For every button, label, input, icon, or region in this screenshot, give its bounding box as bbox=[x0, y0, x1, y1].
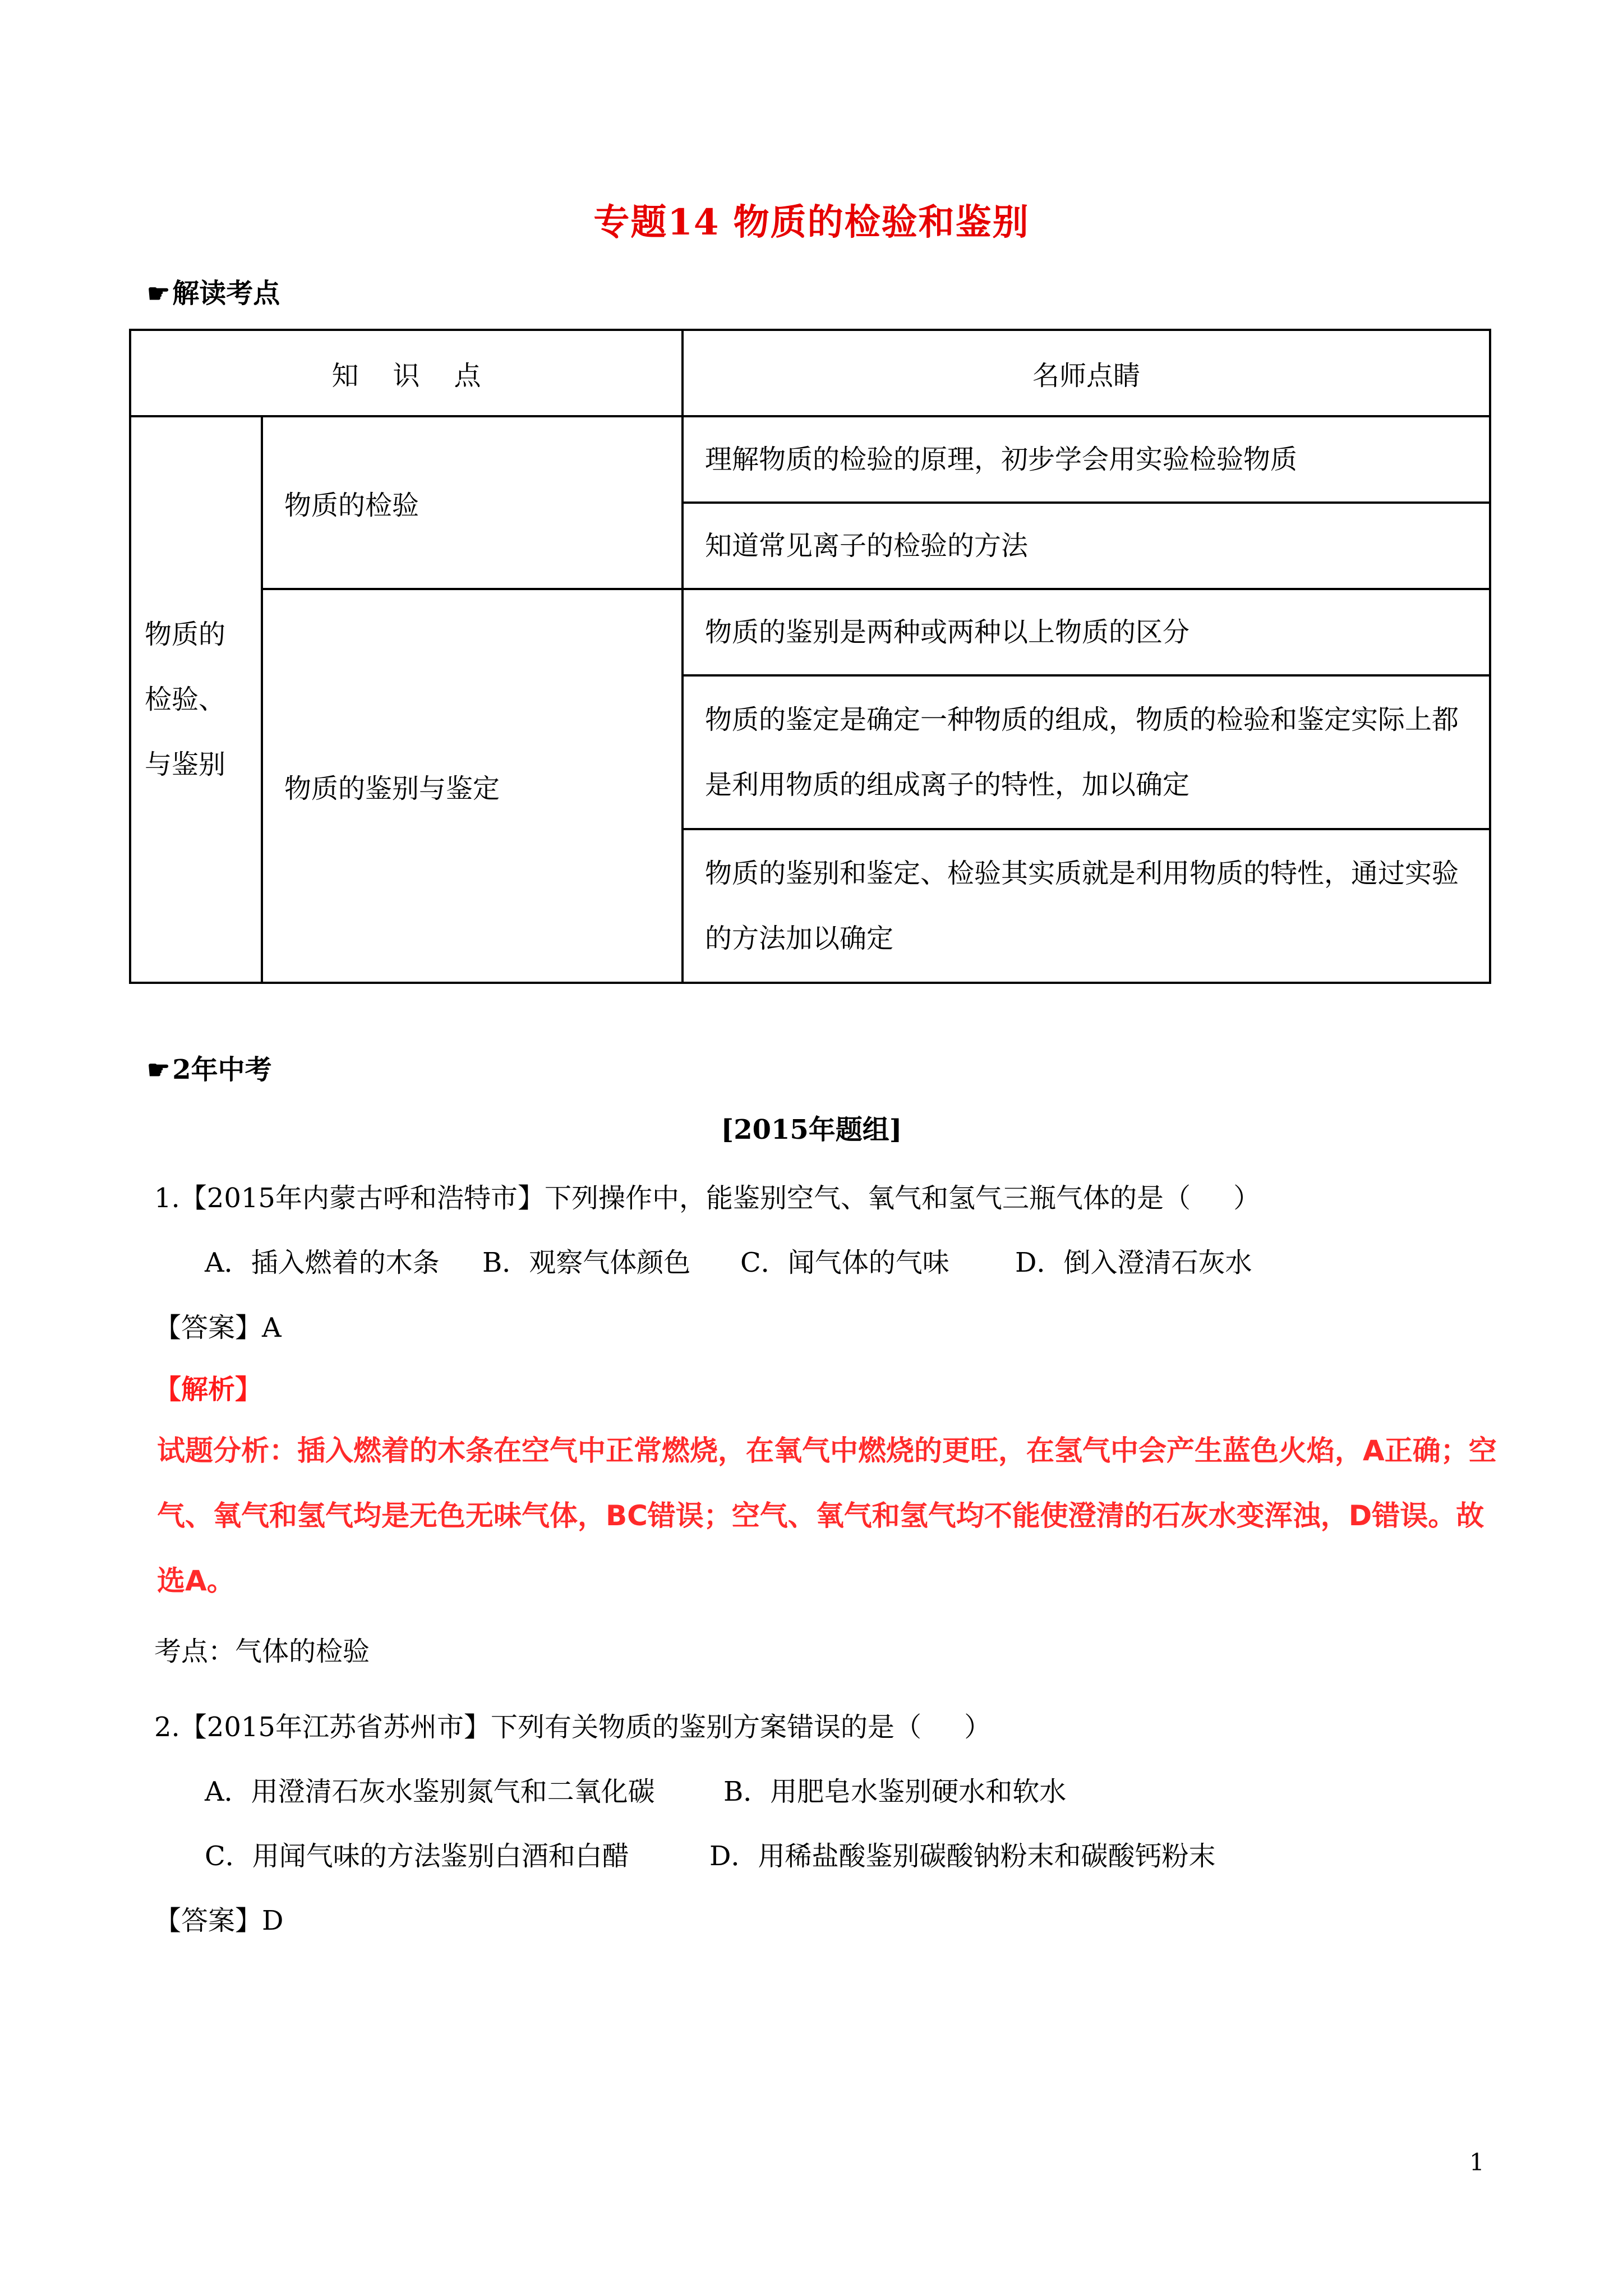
question-2-option-d: D．用稀盐酸鉴别碳酸钠粉末和碳酸钙粉末 bbox=[709, 1841, 1216, 1872]
table-note: 物质的鉴定是确定一种物质的组成，物质的检验和鉴定实际上都是利用物质的组成离子的特性，加以确定 bbox=[683, 675, 1490, 829]
section-heading-label: 解读考点 bbox=[172, 278, 280, 309]
question-2-answer: 【答案】D bbox=[154, 1905, 284, 1936]
section-heading-analysis bbox=[147, 272, 280, 310]
pointing-hand-icon: ☛ bbox=[147, 1055, 170, 1085]
category-line: 物质的 bbox=[145, 619, 226, 650]
question-1-option-a: A．插入燃着的木条 bbox=[205, 1247, 440, 1278]
section-heading-exams bbox=[147, 1048, 272, 1087]
question-2-option-b: B．用肥皂水鉴别硬水和软水 bbox=[723, 1776, 1067, 1807]
table-header-tips: 名师点睛 bbox=[683, 330, 1490, 416]
category-line: 与鉴别 bbox=[145, 749, 226, 780]
page-number: 1 bbox=[1469, 2148, 1484, 2176]
question-1-option-d: D．倒入澄清石灰水 bbox=[1015, 1247, 1252, 1278]
question-1-analysis: 试题分析：插入燃着的木条在空气中正常燃烧，在氧气中燃烧的更旺，在氢气中会产生蓝色火焰，A正确；空气、氧气和氢气均是无色无味气体，BC错误；空气、氧气和氢气均不能使澄清的石灰水变浑浊，D错误。故选A。 bbox=[157, 1434, 1497, 1597]
question-1-stem: 1.【2015年内蒙古呼和浩特市】下列操作中，能鉴别空气、氧气和氢气三瓶气体的是（ ） bbox=[154, 1182, 1261, 1214]
table-note: 理解物质的检验的原理，初步学会用实验检验物质 bbox=[683, 416, 1490, 503]
category-line: 检验、 bbox=[145, 684, 226, 715]
table-header-knowledge: 知 识 点 bbox=[130, 330, 683, 416]
question-2-stem: 2.【2015年江苏省苏州市】下列有关物质的鉴别方案错误的是（ ） bbox=[154, 1711, 992, 1743]
question-1-option-b: B．观察气体颜色 bbox=[482, 1247, 691, 1278]
question-1-answer: 【答案】A bbox=[154, 1312, 282, 1343]
table-subtopic-inspection: 物质的检验 bbox=[262, 416, 683, 589]
question-1-analysis-label: 【解析】 bbox=[154, 1374, 262, 1405]
section-heading-label: 2年中考 bbox=[172, 1054, 272, 1085]
table-note: 物质的鉴别是两种或两种以上物质的区分 bbox=[683, 589, 1490, 675]
question-2-option-a: A．用澄清石灰水鉴别氮气和二氧化碳 bbox=[205, 1776, 655, 1807]
question-1-option-c: C．闻气体的气味 bbox=[740, 1247, 949, 1278]
question-2-option-c: C．用闻气味的方法鉴别白酒和白醋 bbox=[205, 1841, 629, 1872]
page-title: 专题14 物质的检验和鉴别 bbox=[593, 201, 1030, 243]
table-subtopic-identification: 物质的鉴别与鉴定 bbox=[262, 589, 683, 983]
table-note: 知道常见离子的检验的方法 bbox=[683, 503, 1490, 589]
table-category-cell bbox=[130, 416, 262, 983]
question-1-point: 考点：气体的检验 bbox=[154, 1636, 370, 1667]
pointing-hand-icon: ☛ bbox=[147, 278, 170, 309]
knowledge-table bbox=[129, 329, 1491, 984]
table-note: 物质的鉴别和鉴定、检验其实质就是利用物质的特性，通过实验的方法加以确定 bbox=[683, 829, 1490, 983]
question-group-label: [2015年题组] bbox=[721, 1114, 902, 1145]
